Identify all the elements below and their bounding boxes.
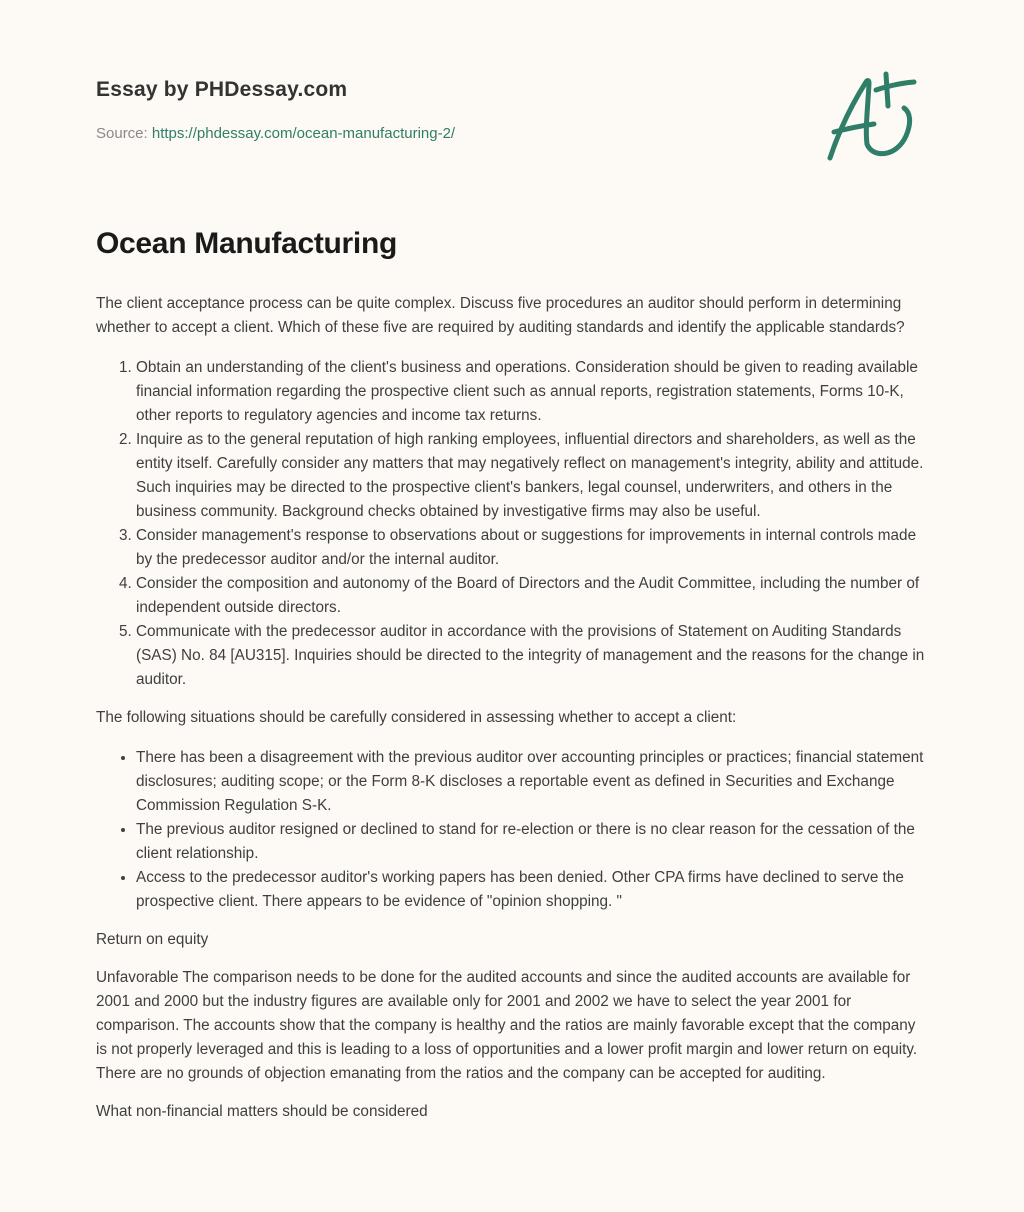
source-link[interactable]: https://phdessay.com/ocean-manufacturing-2/ bbox=[151, 125, 456, 142]
roe-heading: Return on equity bbox=[96, 931, 209, 948]
article bbox=[96, 224, 930, 1138]
source-line bbox=[96, 124, 796, 144]
a-plus-icon bbox=[822, 66, 928, 166]
list-item: 1. Obtain an understanding of the client's business and operations. Consideration should be given to reading available financial information regarding the prospective client such as annual reports, registration statements, Forms 10-K, other reports to regulatory agencies and income tax returns. bbox=[136, 356, 930, 428]
roe-paragraph: Unfavorable The comparison needs to be done for the audited accounts and since the audited accounts are available for 2001 and 2000 but the industry figures are available only for 2001 and 2002 we have to select the year 2001 for comparison. The accounts show that the company is healthy and the ratios are mainly favorable except that the company is not properly leveraged and this is leading to a loss of opportunities and a lower profit margin and lower return on equity. There are no grounds of objection emanating from the ratios and the company can be accepted for auditing. bbox=[96, 969, 918, 1082]
procedures-list bbox=[96, 356, 930, 692]
situations-list bbox=[96, 746, 930, 914]
list-item: 4. Consider the composition and autonomy of the Board of Directors and the Audit Committee, including the number of independent outside directors. bbox=[136, 572, 930, 620]
list-item: 3. Consider management's response to observations about or suggestions for improvements in internal controls made by the predecessor auditor and/or the internal auditor. bbox=[136, 524, 930, 572]
list-item: 5. Communicate with the predecessor auditor in accordance with the provisions of Statement on Auditing Standards (SAS) No. 84 [AU315]. Inquiries should be directed to the integrity of management and the reasons for the change in auditor. bbox=[136, 620, 930, 692]
nonfinancial-heading: What non-financial matters should be considered bbox=[96, 1103, 428, 1120]
list-item: • The previous auditor resigned or declined to stand for re-election or there is no clear reason for the cessation of the client relationship. bbox=[136, 818, 930, 866]
situations-intro: The following situations should be carefully considered in assessing whether to accept a client: bbox=[96, 709, 737, 726]
list-item: • Access to the predecessor auditor's working papers has been denied. Other CPA firms have declined to serve the prospective client. There appears to be evidence of "opinion shopping. " bbox=[136, 866, 930, 914]
source-label: Source: bbox=[96, 125, 152, 142]
page-title: Ocean Manufacturing bbox=[96, 227, 398, 260]
site-header bbox=[96, 74, 796, 144]
intro-paragraph: The client acceptance process can be quite complex. Discuss five procedures an auditor should perform in determining whether to accept a client. Which of these five are required by auditing standards and identify the applicable standards? bbox=[96, 295, 905, 336]
site-title: Essay by PHDessay.com bbox=[96, 78, 348, 101]
list-item: • There has been a disagreement with the previous auditor over accounting principles or practices; financial statement disclosures; auditing scope; or the Form 8-K discloses a reportable event as defined in Securities and Exchange Commission Regulation S-K. bbox=[136, 746, 930, 818]
list-item: 2. Inquire as to the general reputation of high ranking employees, influential directors and shareholders, as well as the entity itself. Carefully consider any matters that may negatively reflect on management's integrity, ability and attitude. Such inquiries may be directed to the prospective client's bankers, legal counsel, underwriters, and others in the business community. Background checks obtained by investigative firms may also be useful. bbox=[136, 428, 930, 524]
